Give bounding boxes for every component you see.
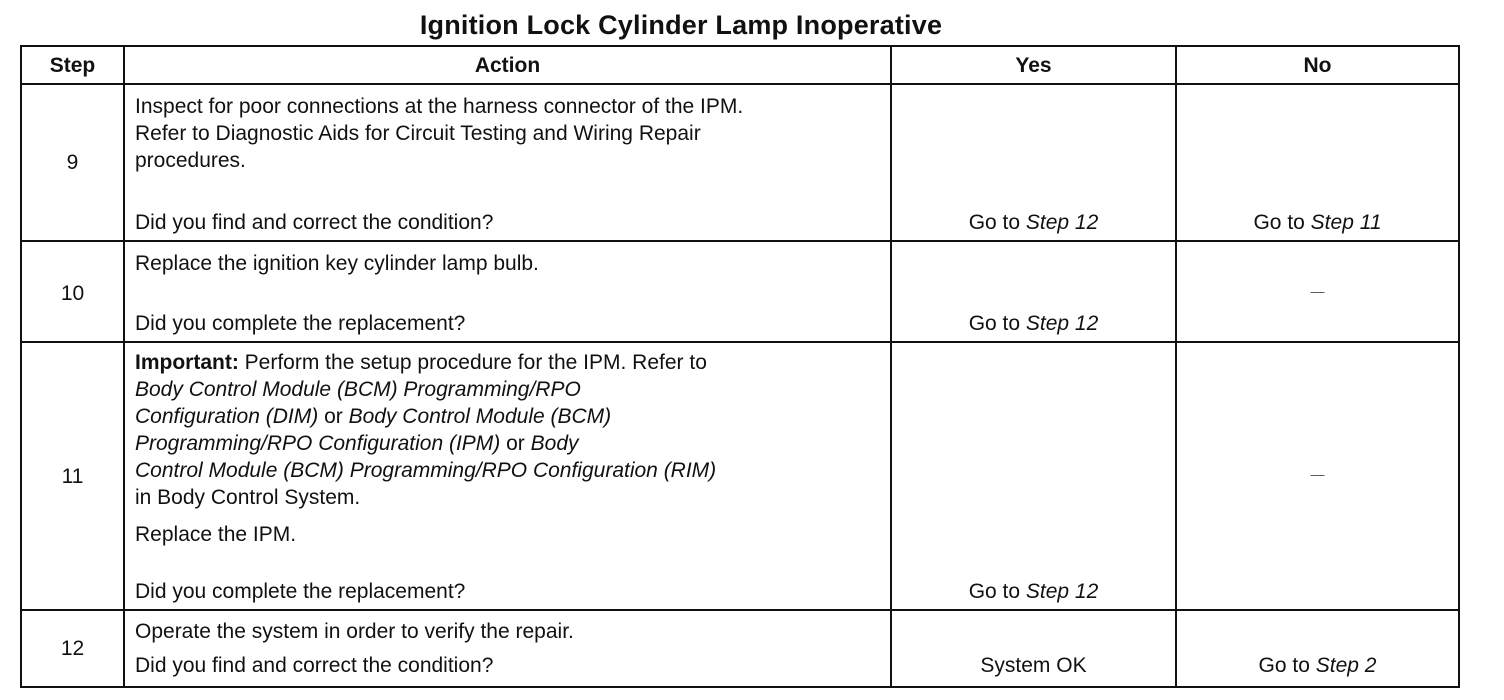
row-divider [22,341,1458,343]
yes-result: Go to Step 12 [968,312,1099,335]
action-question: Did you find and correct the condition? [135,654,494,677]
step-reference: Step 12 [1025,312,1099,335]
header-no: No [1303,54,1332,77]
action-line: Replace the IPM. [135,523,297,546]
action-text: Important: Perform the setup procedure for the IPM. Refer to Body Control Module (BCM) Programming/RPO Configuration (DIM) or Body Control Module (BCM) Programming/RPO Configuration (IPM) or Body Control Module (BCM) Programming/RPO Configuration (RIM) in Body Control System. [135,349,885,511]
important-label: Important: [135,351,239,374]
yes-result: System OK [980,654,1087,677]
header-action: Action [474,54,541,77]
step-number: 10 [60,282,85,305]
step-reference: Step 12 [1025,211,1099,234]
column-divider [1175,47,1177,686]
doc-reference: Control Module (BCM) Programming/RPO Configuration (RIM) [135,459,717,482]
action-line: Refer to Diagnostic Aids for Circuit Testing and Wiring Repair [135,122,701,145]
column-divider [123,47,125,686]
row-divider [22,83,1458,85]
action-text [135,93,885,174]
header-yes: Yes [1015,54,1052,77]
doc-reference: Body [530,432,579,455]
doc-reference: Body Control Module (BCM) [348,405,612,428]
step-number: 11 [61,465,84,488]
step-number: 9 [66,151,79,174]
row-divider [22,240,1458,242]
doc-reference: Programming/RPO Configuration (IPM) [135,432,501,455]
action-line: Operate the system in order to verify the repair. [135,620,574,643]
no-result: Go to Step 2 [1258,654,1377,677]
step-reference: Step 2 [1315,654,1377,677]
no-result-dash: — [1310,283,1325,299]
no-result-dash: — [1310,466,1325,482]
diagnostic-table [20,45,1460,688]
action-line: in Body Control System. [135,486,361,509]
action-line: Inspect for poor connections at the harness connector of the IPM. [135,95,744,118]
action-question: Did you find and correct the condition? [135,211,494,234]
step-reference: Step 11 [1310,211,1382,234]
yes-result: Go to Step 12 [968,580,1099,603]
header-step: Step [49,54,96,77]
row-divider [22,609,1458,611]
doc-reference: Configuration (DIM) [135,405,319,428]
step-number: 12 [60,637,85,660]
action-line: procedures. [135,149,246,172]
doc-reference: Body Control Module (BCM) Programming/RPO [135,378,581,401]
action-line: Replace the ignition key cylinder lamp bulb. [135,252,539,275]
yes-result: Go to Step 12 [968,211,1099,234]
action-question: Did you complete the replacement? [135,312,466,335]
page-title: Ignition Lock Cylinder Lamp Inoperative [419,10,943,40]
action-question: Did you complete the replacement? [135,580,466,603]
step-reference: Step 12 [1025,580,1099,603]
no-result: Go to Step 11 [1253,211,1382,234]
